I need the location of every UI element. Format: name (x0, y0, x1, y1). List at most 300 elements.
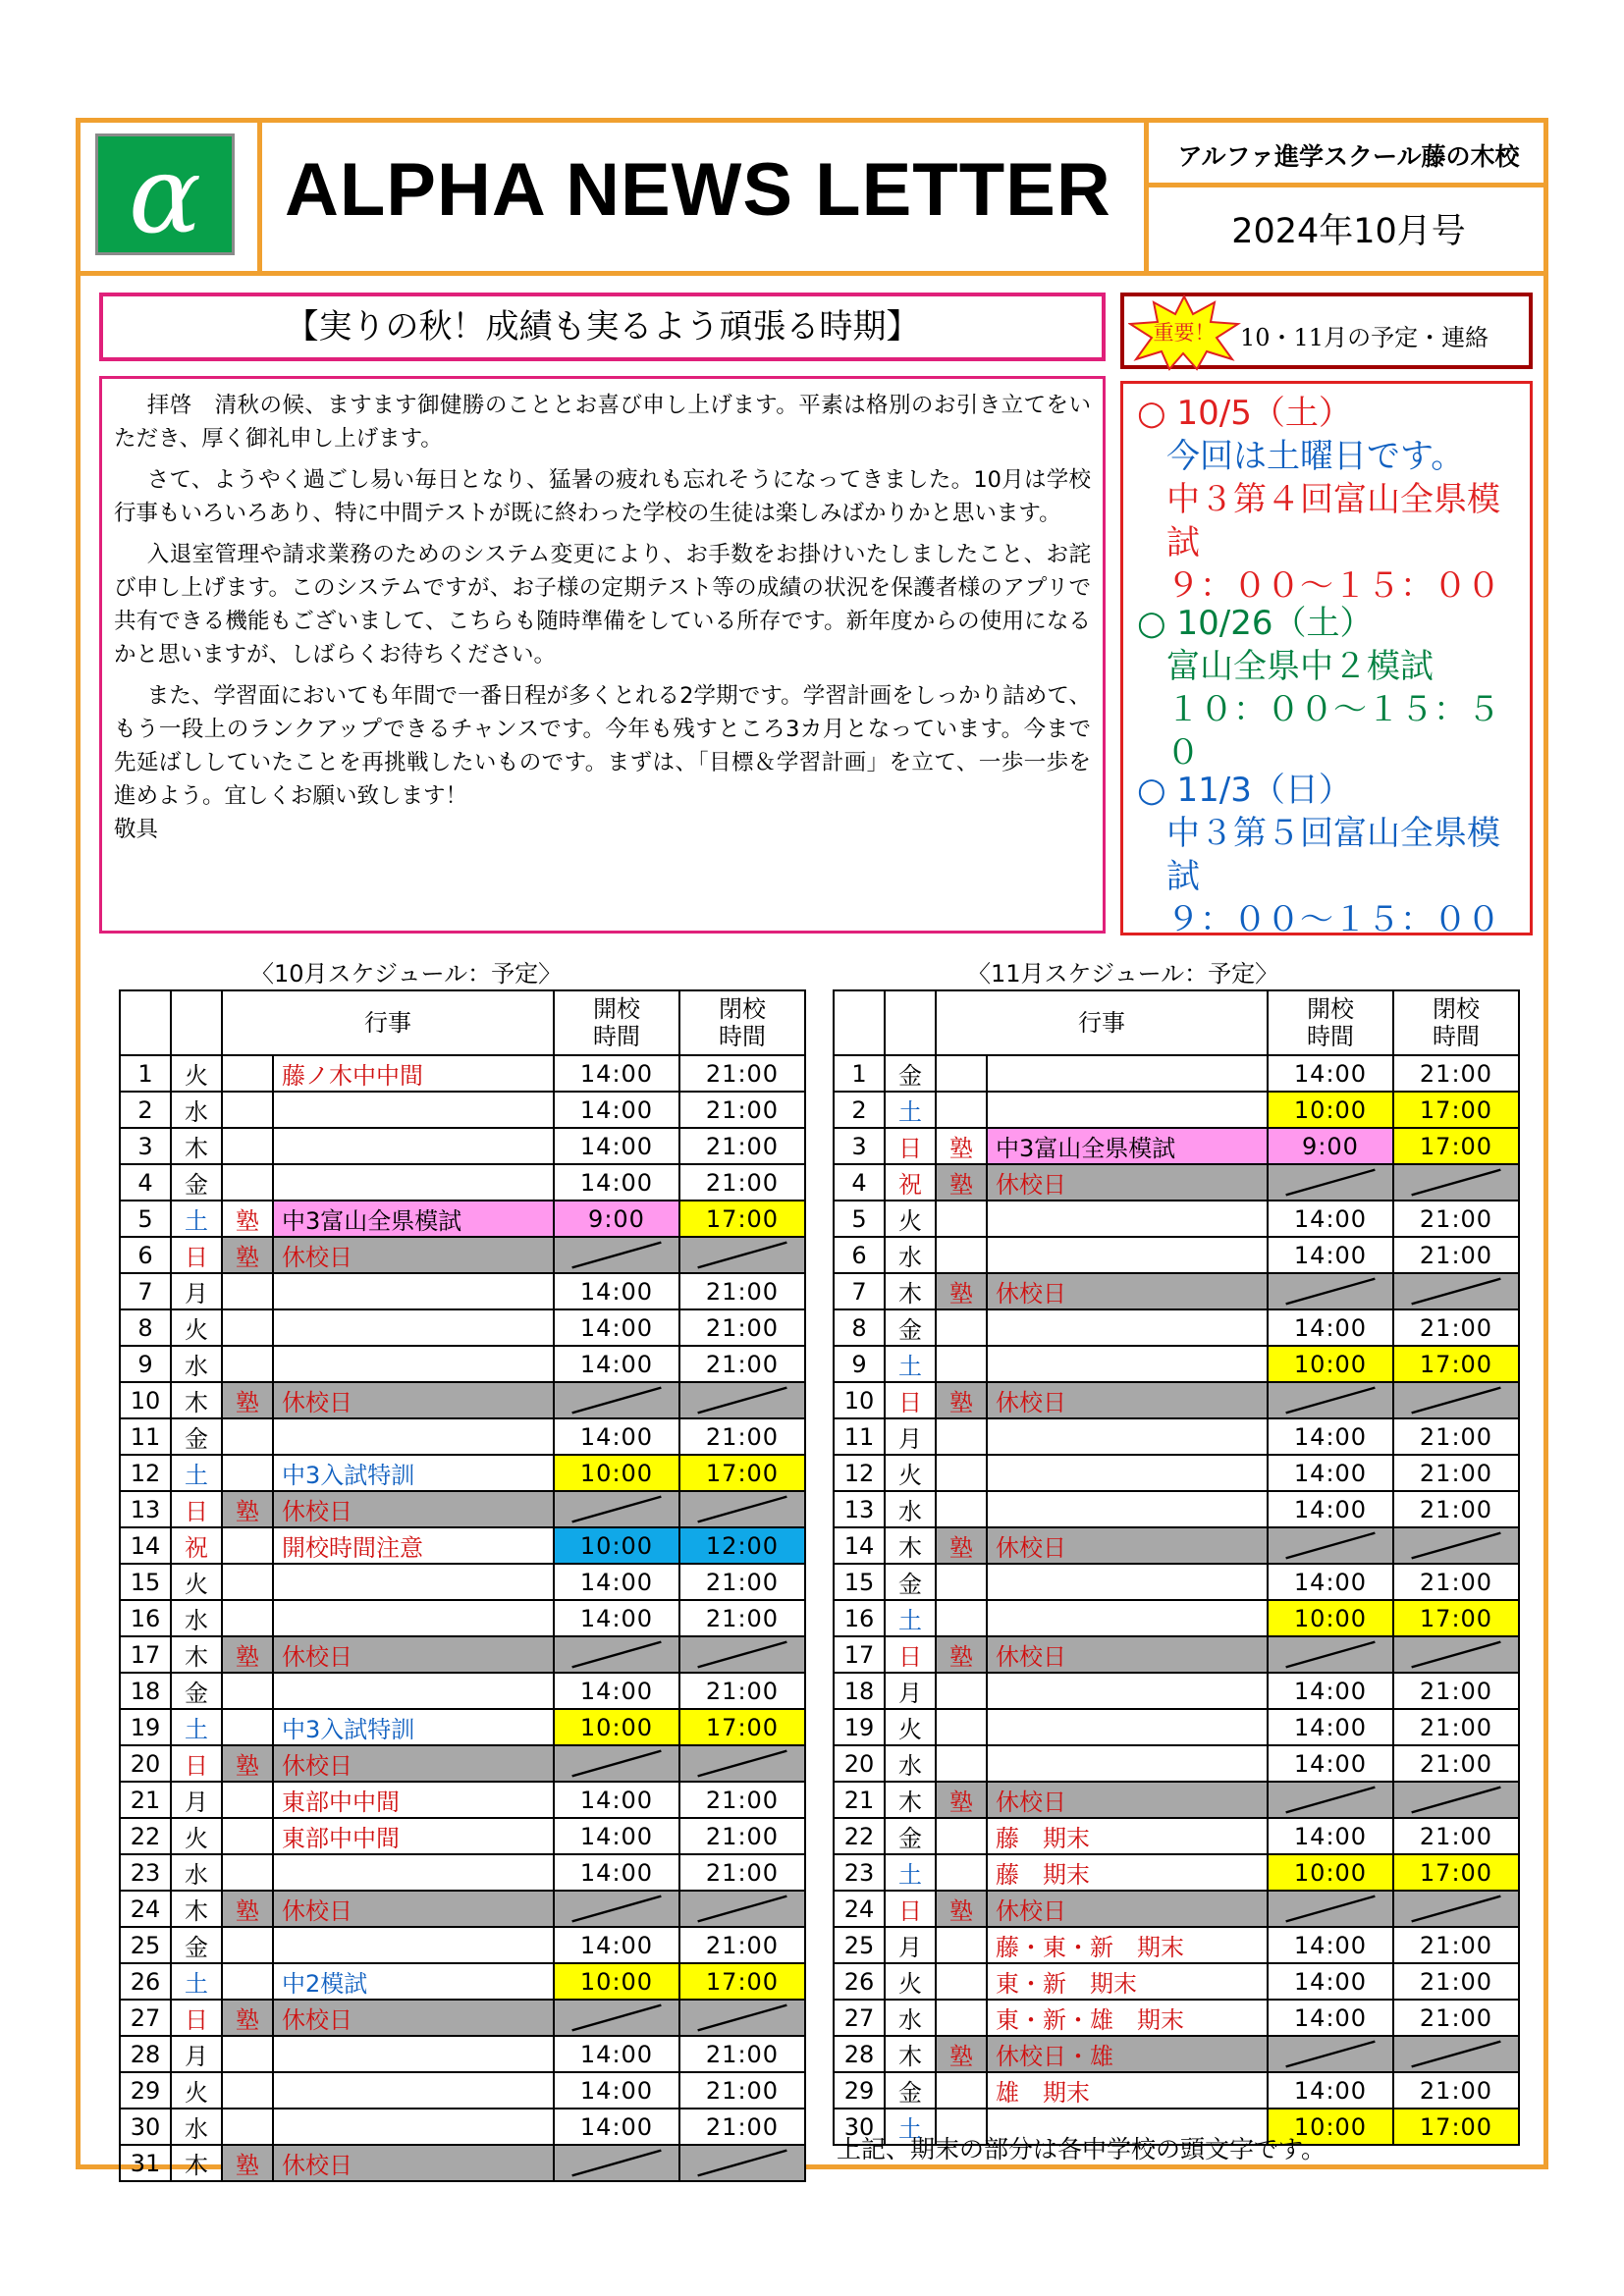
event-cell: 休校日 (273, 2000, 554, 2036)
open-time: 14:00 (1268, 1745, 1393, 1782)
open-time: 14:00 (554, 1927, 679, 1963)
slash-mark (680, 2146, 804, 2180)
close-time: 21:00 (679, 1673, 805, 1709)
open-time (1268, 1891, 1393, 1927)
weekday: 水 (171, 2109, 222, 2145)
juku-mark (222, 1418, 273, 1455)
slash-mark (680, 1637, 804, 1672)
day-number: 29 (120, 2072, 171, 2109)
close-time (679, 1382, 805, 1418)
table-row (120, 1273, 805, 1309)
slash-mark (680, 1383, 804, 1417)
weekday: 日 (885, 1636, 936, 1673)
event-cell (273, 1092, 554, 1128)
event-cell (987, 1201, 1268, 1237)
juku-mark (936, 1564, 987, 1600)
slash-mark (680, 2001, 804, 2035)
table-row (834, 1891, 1519, 1927)
day-number: 6 (834, 1237, 885, 1273)
day-number: 30 (120, 2109, 171, 2145)
juku-mark (936, 1673, 987, 1709)
open-time: 14:00 (1268, 1963, 1393, 2000)
weekday: 木 (885, 2036, 936, 2072)
table-row (834, 1709, 1519, 1745)
open-time: 14:00 (1268, 1818, 1393, 1854)
weekday: 木 (885, 1782, 936, 1818)
day-number: 20 (120, 1745, 171, 1782)
juku-mark (936, 1055, 987, 1092)
event-cell: 休校日 (987, 1891, 1268, 1927)
weekday: 水 (885, 1237, 936, 1273)
open-time: 14:00 (554, 1818, 679, 1854)
table-row (834, 1309, 1519, 1346)
juku-mark (222, 1273, 273, 1309)
juku-mark (222, 1782, 273, 1818)
day-number: 17 (120, 1636, 171, 1673)
weekday: 日 (885, 1891, 936, 1927)
weekday: 金 (171, 1927, 222, 1963)
weekday: 木 (171, 1636, 222, 1673)
letter-body (99, 376, 1106, 934)
table-row (834, 2072, 1519, 2109)
alpha-logo-icon (95, 133, 235, 255)
event-cell (987, 1455, 1268, 1491)
close-time: 21:00 (679, 1600, 805, 1636)
day-number: 7 (834, 1273, 885, 1309)
close-time (679, 1636, 805, 1673)
weekday: 日 (171, 2000, 222, 2036)
day-number: 30 (834, 2109, 885, 2145)
slash-mark (555, 1383, 678, 1417)
close-time: 21:00 (679, 2109, 805, 2145)
open-time: 14:00 (1268, 1455, 1393, 1491)
event-line: 中３第５回富山全県模試 (1166, 814, 1500, 896)
day-number: 18 (120, 1673, 171, 1709)
table-row (120, 1745, 805, 1782)
table-row (834, 1455, 1519, 1491)
open-time: 10:00 (1268, 1854, 1393, 1891)
close-time (679, 1745, 805, 1782)
issue-date: 2024年10月号 (1231, 212, 1466, 251)
open-time: 14:00 (1268, 1564, 1393, 1600)
weekday: 土 (171, 1201, 222, 1237)
weekday: 金 (885, 1818, 936, 1854)
day-number: 10 (120, 1382, 171, 1418)
open-time: 14:00 (554, 1309, 679, 1346)
open-time: 10:00 (554, 1527, 679, 1564)
table-row (120, 1491, 805, 1527)
day-number: 7 (120, 1273, 171, 1309)
juku-mark: 塾 (222, 1382, 273, 1418)
close-time: 17:00 (679, 1455, 805, 1491)
weekday: 金 (885, 1309, 936, 1346)
event-cell: 休校日 (273, 1491, 554, 1527)
november-schedule-table (833, 989, 1520, 2146)
juku-mark: 塾 (936, 1782, 987, 1818)
weekday: 金 (171, 1673, 222, 1709)
juku-mark (222, 1309, 273, 1346)
event-cell (987, 1491, 1268, 1527)
open-time: 9:00 (554, 1201, 679, 1237)
open-time: 14:00 (554, 1273, 679, 1309)
close-time: 21:00 (679, 2036, 805, 2072)
event-cell (987, 1673, 1268, 1709)
event-line: ９：００～１５：００ (1166, 566, 1500, 606)
day-number: 26 (120, 1963, 171, 2000)
close-time (1393, 1382, 1519, 1418)
school-name: アルファ進学スクール藤の木校 (1177, 142, 1520, 171)
weekday: 日 (171, 1237, 222, 1273)
weekday: 日 (171, 1491, 222, 1527)
open-time: 14:00 (1268, 1709, 1393, 1745)
table-row (834, 1963, 1519, 2000)
slash-mark (555, 1238, 678, 1272)
event-cell: 休校日 (987, 1527, 1268, 1564)
open-time: 14:00 (554, 2072, 679, 2109)
close-time: 17:00 (679, 1201, 805, 1237)
juku-mark (936, 1092, 987, 1128)
table-row (120, 1782, 805, 1818)
day-number: 24 (120, 1891, 171, 1927)
slash-mark (555, 1746, 678, 1781)
day-number: 12 (834, 1455, 885, 1491)
table-row (120, 1164, 805, 1201)
open-time: 14:00 (1268, 1418, 1393, 1455)
close-time: 17:00 (1393, 1128, 1519, 1164)
open-time: 10:00 (1268, 1600, 1393, 1636)
open-time: 14:00 (554, 1854, 679, 1891)
close-time: 21:00 (679, 1055, 805, 1092)
weekday: 木 (171, 1382, 222, 1418)
header-event: 行事 (936, 990, 1268, 1055)
event-cell: 休校日 (987, 1382, 1268, 1418)
open-time: 14:00 (1268, 1055, 1393, 1092)
slash-mark (1269, 1383, 1392, 1417)
weekday: 日 (885, 1382, 936, 1418)
juku-mark: 塾 (936, 1273, 987, 1309)
header-close: 閉校 時間 (679, 990, 805, 1055)
weekday: 祝 (885, 1164, 936, 1201)
event-cell (987, 1564, 1268, 1600)
header-divider-left (257, 118, 262, 273)
header-num (120, 990, 171, 1055)
table-row (834, 1854, 1519, 1891)
juku-mark: 塾 (222, 1201, 273, 1237)
weekday: 水 (171, 1600, 222, 1636)
letter-paragraph: さて、ようやく過ごし易い毎日となり、猛暑の疲れも忘れそうになってきました。10月は学校行事もいろいろあり、特に中間テストが既に終わった学校の生徒は楽しみばかりかと思います。 (114, 467, 1091, 526)
open-time: 14:00 (554, 1346, 679, 1382)
juku-mark (936, 1418, 987, 1455)
weekday: 祝 (171, 1527, 222, 1564)
close-time: 21:00 (1393, 1709, 1519, 1745)
close-time: 21:00 (679, 1164, 805, 1201)
table-row (120, 1854, 805, 1891)
day-number: 26 (834, 1963, 885, 2000)
juku-mark: 塾 (222, 1636, 273, 1673)
open-time (554, 1745, 679, 1782)
juku-mark (936, 1963, 987, 2000)
event-cell (273, 1854, 554, 1891)
juku-mark: 塾 (936, 1164, 987, 1201)
close-time (1393, 2036, 1519, 2072)
slash-mark (680, 1892, 804, 1926)
event-cell (273, 1927, 554, 1963)
header-day (885, 990, 936, 1055)
day-number: 28 (834, 2036, 885, 2072)
close-time (1393, 1891, 1519, 1927)
table-row (120, 2145, 805, 2181)
weekday: 火 (885, 1709, 936, 1745)
weekday: 木 (171, 1891, 222, 1927)
day-number: 19 (120, 1709, 171, 1745)
table-row (120, 1564, 805, 1600)
letter-closing: 敬具 (114, 817, 159, 842)
table-row (120, 1636, 805, 1673)
event-cell (273, 1346, 554, 1382)
slash-mark (555, 1637, 678, 1672)
burst-icon (1128, 294, 1241, 371)
table-row (120, 1309, 805, 1346)
event-cell (987, 1055, 1268, 1092)
table-row (120, 1346, 805, 1382)
juku-mark (936, 1201, 987, 1237)
weekday: 火 (171, 1055, 222, 1092)
close-time: 21:00 (1393, 1201, 1519, 1237)
slash-mark (1394, 1165, 1518, 1200)
juku-mark (222, 1128, 273, 1164)
letter-paragraph: 拝啓 清秋の候、ますます御健勝のこととお喜び申し上げます。平素は格別のお引き立てをいただき、厚く御礼申し上げます。 (114, 393, 1091, 452)
close-time: 21:00 (679, 1346, 805, 1382)
event-item (1137, 602, 1530, 774)
weekday: 土 (171, 1963, 222, 2000)
open-time: 14:00 (1268, 1309, 1393, 1346)
open-time: 14:00 (1268, 2072, 1393, 2109)
header-event: 行事 (222, 990, 554, 1055)
weekday: 水 (885, 2000, 936, 2036)
event-cell: 開校時間注意 (273, 1527, 554, 1564)
open-time (554, 1382, 679, 1418)
weekday: 月 (885, 1418, 936, 1455)
november-schedule-title: 〈11月スケジュール：予定〉 (967, 960, 1279, 988)
table-row (120, 1237, 805, 1273)
day-number: 2 (120, 1092, 171, 1128)
october-schedule-title: 〈10月スケジュール：予定〉 (250, 960, 563, 988)
juku-mark: 塾 (936, 1382, 987, 1418)
slash-mark (1394, 1892, 1518, 1926)
table-row (120, 1818, 805, 1854)
close-time (1393, 1164, 1519, 1201)
table-row (120, 1382, 805, 1418)
close-time: 21:00 (1393, 1455, 1519, 1491)
day-number: 4 (834, 1164, 885, 1201)
weekday: 月 (171, 1782, 222, 1818)
table-row (834, 2036, 1519, 2072)
slash-mark (1394, 1528, 1518, 1563)
close-time: 21:00 (1393, 1818, 1519, 1854)
juku-mark (936, 1309, 987, 1346)
close-time: 17:00 (1393, 1854, 1519, 1891)
juku-mark (936, 1745, 987, 1782)
slash-mark (555, 2001, 678, 2035)
slash-mark (555, 1892, 678, 1926)
notice-header (1120, 293, 1533, 369)
event-line: 今回は土曜日です。 (1166, 437, 1465, 476)
close-time (679, 1891, 805, 1927)
event-cell: 休校日 (273, 1636, 554, 1673)
open-time (554, 2000, 679, 2036)
close-time (679, 2000, 805, 2036)
open-time: 9:00 (1268, 1128, 1393, 1164)
juku-mark (936, 1818, 987, 1854)
day-number: 11 (834, 1418, 885, 1455)
day-number: 3 (120, 1128, 171, 1164)
weekday: 火 (171, 1818, 222, 1854)
table-row (834, 1600, 1519, 1636)
weekday: 土 (171, 1455, 222, 1491)
slash-mark (555, 2146, 678, 2180)
day-number: 25 (120, 1927, 171, 1963)
open-time (554, 2145, 679, 2181)
table-row (834, 1636, 1519, 1673)
juku-mark (222, 1092, 273, 1128)
day-number: 8 (834, 1309, 885, 1346)
slash-mark (680, 1492, 804, 1526)
table-row (834, 1273, 1519, 1309)
weekday: 火 (171, 2072, 222, 2109)
event-cell (273, 1564, 554, 1600)
header-day (171, 990, 222, 1055)
table-row (120, 1201, 805, 1237)
close-time: 21:00 (679, 1128, 805, 1164)
close-time: 21:00 (1393, 1745, 1519, 1782)
letter-paragraph: また、学習面においても年間で一番日程が多くとれる2学期です。学習計画をしっかり詰めて、もう一段上のランクアップできるチャンスです。今年も残すところ3カ月となっています。今まで先延ばししていたことを再挑戦したいものです。まずは、「目標＆学習計画」を立て、一歩一歩を進めよう。宜しくお願い致します！ (114, 683, 1091, 809)
table-row (120, 1527, 805, 1564)
close-time: 21:00 (1393, 1418, 1519, 1455)
juku-mark (222, 1164, 273, 1201)
table-row (120, 1128, 805, 1164)
table-row (120, 1963, 805, 2000)
day-number: 9 (120, 1346, 171, 1382)
close-time: 21:00 (1393, 2072, 1519, 2109)
open-time: 14:00 (554, 1055, 679, 1092)
slash-mark (680, 1746, 804, 1781)
event-cell: 東・新・雄 期末 (987, 2000, 1268, 2036)
close-time (679, 2145, 805, 2181)
open-time: 14:00 (1268, 2000, 1393, 2036)
open-time: 10:00 (1268, 1092, 1393, 1128)
juku-mark (222, 1055, 273, 1092)
event-cell (273, 2036, 554, 2072)
open-time (1268, 1636, 1393, 1673)
open-time: 14:00 (1268, 1927, 1393, 1963)
event-cell: 雄 期末 (987, 2072, 1268, 2109)
close-time (679, 1491, 805, 1527)
event-cell: 藤 期末 (987, 1854, 1268, 1891)
header-num (834, 990, 885, 1055)
day-number: 14 (120, 1527, 171, 1564)
close-time: 21:00 (679, 1418, 805, 1455)
open-time: 14:00 (1268, 1201, 1393, 1237)
open-time (1268, 1273, 1393, 1309)
day-number: 6 (120, 1237, 171, 1273)
table-row (120, 1891, 805, 1927)
day-number: 3 (834, 1128, 885, 1164)
event-cell (987, 1418, 1268, 1455)
juku-mark: 塾 (222, 2145, 273, 2181)
juku-mark: 塾 (222, 1491, 273, 1527)
juku-mark: 塾 (936, 2036, 987, 2072)
close-time: 17:00 (1393, 1600, 1519, 1636)
day-number: 23 (120, 1854, 171, 1891)
juku-mark (222, 1346, 273, 1382)
close-time: 17:00 (1393, 2109, 1519, 2145)
slash-mark (1269, 1783, 1392, 1817)
day-number: 16 (834, 1600, 885, 1636)
slash-mark (1269, 1637, 1392, 1672)
event-cell: 休校日 (273, 2145, 554, 2181)
open-time (1268, 1782, 1393, 1818)
juku-mark (222, 2072, 273, 2109)
juku-mark (222, 1854, 273, 1891)
event-cell: 中3富山全県模試 (987, 1128, 1268, 1164)
open-time: 14:00 (554, 1092, 679, 1128)
table-row (120, 2072, 805, 2109)
day-number: 27 (120, 2000, 171, 2036)
header-open: 開校 時間 (554, 990, 679, 1055)
table-row (834, 1673, 1519, 1709)
weekday: 火 (885, 1963, 936, 2000)
weekday: 日 (171, 1745, 222, 1782)
table-row (834, 1055, 1519, 1092)
close-time (1393, 1527, 1519, 1564)
event-cell: 東部中中間 (273, 1782, 554, 1818)
weekday: 木 (171, 1128, 222, 1164)
header-divider (76, 271, 1548, 276)
juku-mark (936, 2000, 987, 2036)
event-item (1137, 769, 1530, 941)
table-row (834, 1818, 1519, 1854)
day-number: 21 (120, 1782, 171, 1818)
notice-title: 10・11月の予定・連絡 (1240, 324, 1489, 351)
weekday: 土 (885, 1092, 936, 1128)
slash-mark (1269, 1528, 1392, 1563)
slash-mark (1394, 2037, 1518, 2071)
event-cell (273, 1673, 554, 1709)
weekday: 金 (171, 1418, 222, 1455)
day-number: 2 (834, 1092, 885, 1128)
day-number: 8 (120, 1309, 171, 1346)
event-cell (273, 1600, 554, 1636)
close-time: 17:00 (679, 1709, 805, 1745)
close-time: 21:00 (1393, 1963, 1519, 2000)
table-row (120, 2000, 805, 2036)
day-number: 15 (834, 1564, 885, 1600)
table-row (834, 1237, 1519, 1273)
event-cell (273, 1309, 554, 1346)
event-cell (987, 1237, 1268, 1273)
table-header-row (120, 990, 805, 1055)
event-cell (273, 1164, 554, 1201)
day-number: 14 (834, 1527, 885, 1564)
event-cell: 休校日 (273, 1891, 554, 1927)
article-title: 【実りの秋！成績も実るよう頑張る時期】 (99, 293, 1106, 361)
day-number: 20 (834, 1745, 885, 1782)
juku-mark (936, 1854, 987, 1891)
weekday: 月 (171, 1273, 222, 1309)
juku-mark (936, 1237, 987, 1273)
juku-mark (222, 1600, 273, 1636)
open-time (1268, 1164, 1393, 1201)
